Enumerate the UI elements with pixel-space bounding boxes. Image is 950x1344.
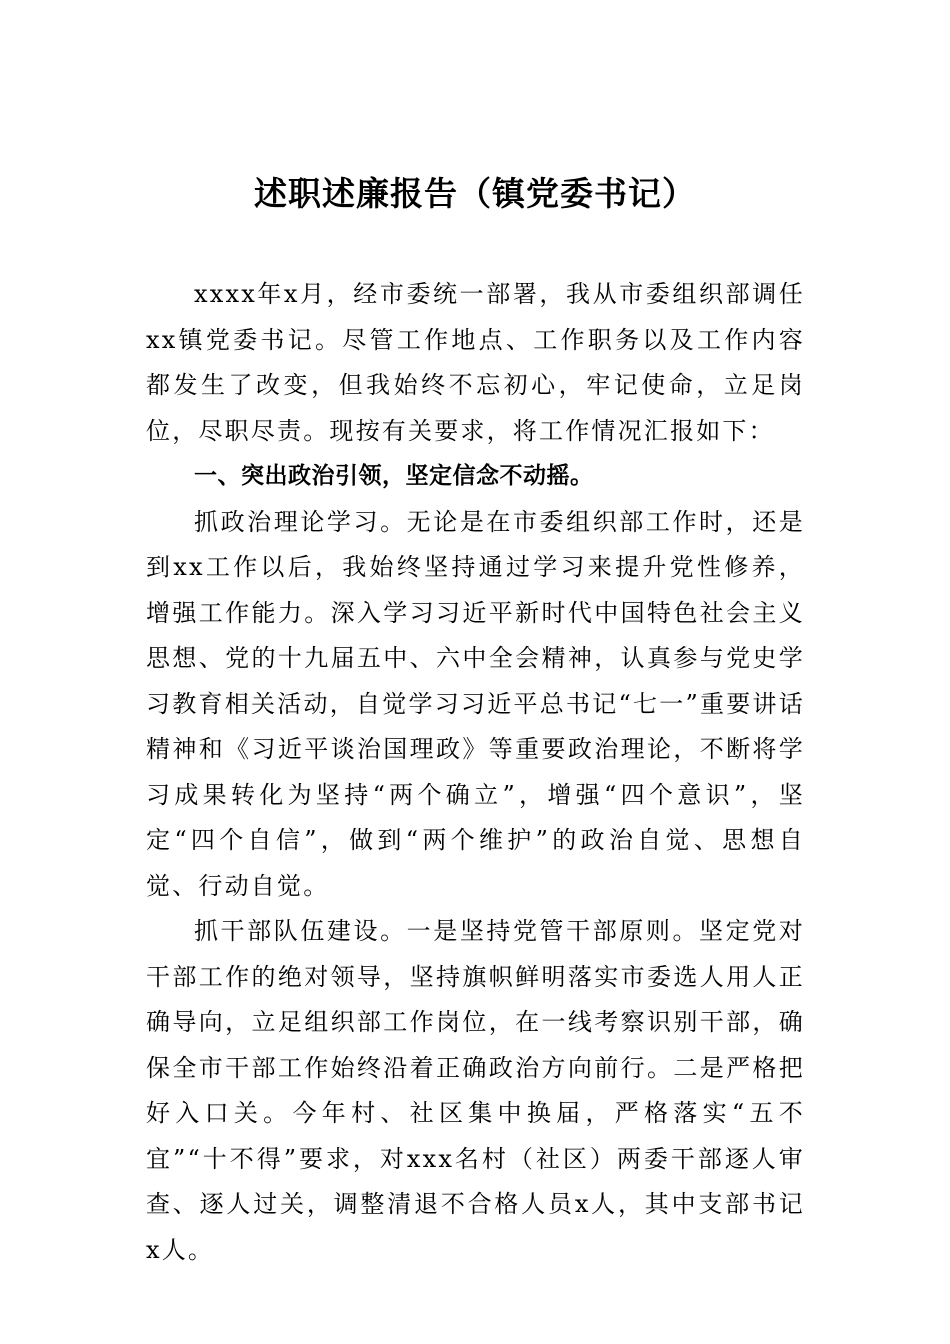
document-body [146, 272, 805, 1273]
document-title: 述职述廉报告（镇党委书记） [254, 174, 696, 213]
section-heading-1: 一、突出政治引领，坚定信念不动摇。 [194, 463, 594, 489]
paragraph-cadre-building: 抓干部队伍建设。一是坚持党管干部原则。坚定党对干部工作的绝对领导，坚持旗帜鲜明落实市委选人用人正确导向，立足组织部工作岗位，在一线考察识别干部，确保全市干部工作始终沿着正确政治方向前行。二是严格把好入口关。今年村、社区集中换届，严格落实“五不宜”“十不得”要求，对xxx名村（社区）两委干部逐人审查、逐人过关，调整清退不合格人员x人，其中支部书记x人。 [146, 917, 805, 1264]
paragraph-political-study: 抓政治理论学习。无论是在市委组织部工作时，还是到xx工作以后，我始终坚持通过学习来提升党性修养，增强工作能力。深入学习习近平新时代中国特色社会主义思想、党的十九届五中、六中全会精神，认真参与党史学习教育相关活动，自觉学习习近平总书记“七一”重要讲话精神和《习近平谈治国理政》等重要政治理论，不断将学习成果转化为坚持“两个确立”，增强“四个意识”，坚定“四个自信”，做到“两个维护”的政治自觉、思想自觉、行动自觉。 [146, 507, 805, 900]
paragraph-intro: xxxx年x月，经市委统一部署，我从市委组织部调任xx镇党委书记。尽管工作地点、工作职务以及工作内容都发生了改变，但我始终不忘初心，牢记使命，立足岗位，尽职尽责。现按有关要求，将工作情况汇报如下： [146, 280, 805, 445]
